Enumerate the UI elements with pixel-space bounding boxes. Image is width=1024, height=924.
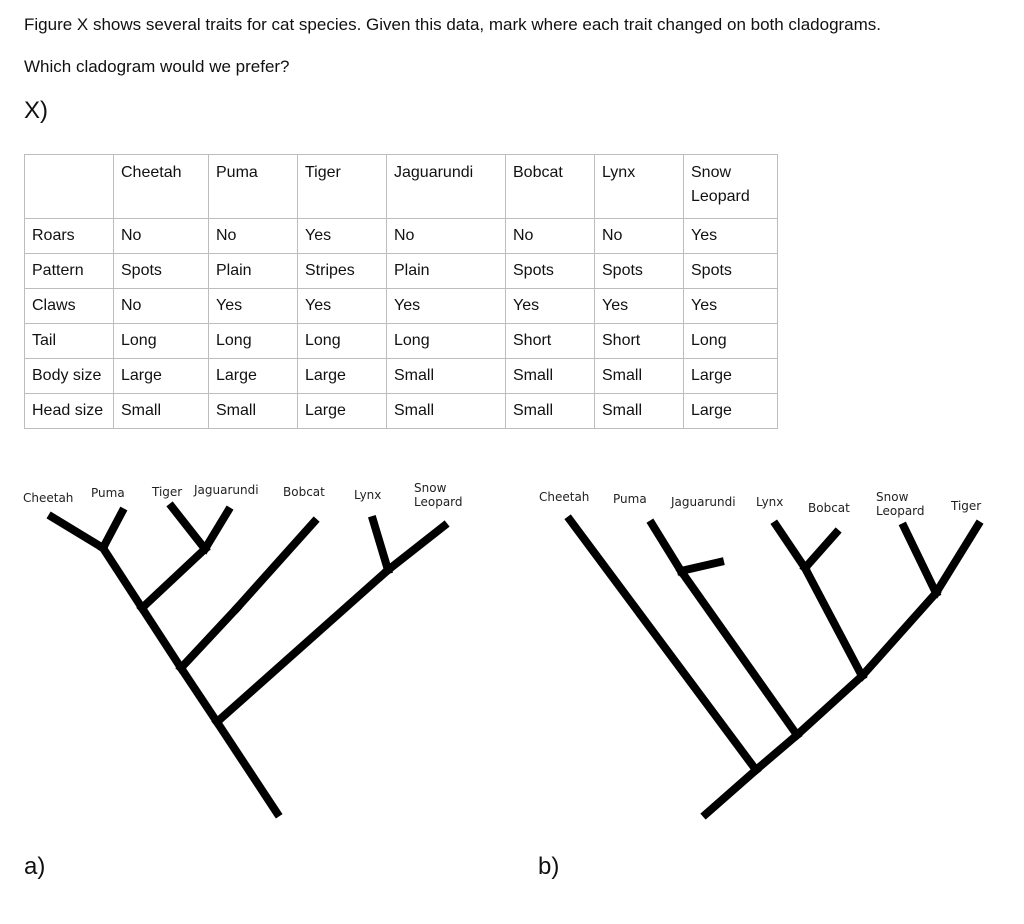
taxon-label: Leopard: [876, 504, 925, 518]
trait-value-cell: No: [114, 289, 209, 324]
branch: [862, 593, 936, 676]
branch: [756, 735, 797, 770]
taxon-label: Bobcat: [283, 485, 325, 499]
taxon-label: Tiger: [152, 485, 183, 499]
trait-value-cell: No: [595, 219, 684, 254]
trait-value-cell: Yes: [298, 289, 387, 324]
trait-value-cell: Small: [506, 359, 595, 394]
trait-value-cell: Long: [114, 324, 209, 359]
trait-value-cell: Yes: [684, 219, 778, 254]
taxon-label: Bobcat: [808, 501, 850, 515]
trait-value-cell: Small: [595, 359, 684, 394]
trait-value-cell: Long: [209, 324, 298, 359]
table-header-cell: Tiger: [298, 155, 387, 219]
table-row: [25, 324, 778, 359]
trait-value-cell: Large: [298, 394, 387, 429]
trait-value-cell: Large: [684, 394, 778, 429]
table-header-cell: Cheetah: [114, 155, 209, 219]
cladogram-b-branches: [570, 520, 978, 814]
question-line-2: Which cladogram would we prefer?: [24, 57, 290, 76]
branch-cheetah: [570, 520, 756, 770]
trait-name-cell: Head size: [25, 394, 114, 429]
trait-value-cell: Short: [506, 324, 595, 359]
taxon-label: Puma: [91, 486, 125, 500]
trait-value-cell: Yes: [387, 289, 506, 324]
trait-name-cell: Tail: [25, 324, 114, 359]
cladogram-a-label: a): [24, 853, 46, 880]
branch-puma: [652, 524, 681, 571]
trait-value-cell: No: [506, 219, 595, 254]
table-header-cell: Bobcat: [506, 155, 595, 219]
taxon-label: Snow: [876, 490, 909, 504]
root-branch: [706, 770, 756, 814]
branch-lynx: [776, 525, 805, 568]
figure-label: X): [24, 97, 48, 124]
trait-value-cell: Long: [387, 324, 506, 359]
table-row: [25, 219, 778, 254]
taxon-label: Jaguarundi: [671, 495, 736, 509]
table-header-cell: Snow Leopard: [684, 155, 778, 219]
trait-value-cell: Long: [298, 324, 387, 359]
taxon-label: Puma: [613, 492, 647, 506]
trait-value-cell: No: [209, 219, 298, 254]
trait-value-cell: Large: [114, 359, 209, 394]
table-header-cell: Lynx: [595, 155, 684, 219]
table-header-cell: Jaguarundi: [387, 155, 506, 219]
branch-jaguarundi: [681, 562, 720, 571]
branch: [797, 676, 862, 735]
trait-value-cell: Plain: [387, 254, 506, 289]
trait-value-cell: Small: [387, 394, 506, 429]
trait-value-cell: Yes: [298, 219, 387, 254]
table-row: [25, 394, 778, 429]
trait-name-cell: Roars: [25, 219, 114, 254]
trait-value-cell: Spots: [506, 254, 595, 289]
trait-value-cell: No: [114, 219, 209, 254]
taxon-label: Cheetah: [539, 490, 590, 504]
trait-value-cell: Plain: [209, 254, 298, 289]
table-header-cell: [25, 155, 114, 219]
branch: [681, 571, 797, 735]
table-row: [25, 359, 778, 394]
taxon-label: Tiger: [951, 499, 982, 513]
taxon-label: Leopard: [414, 495, 463, 509]
taxon-label: Snow: [414, 481, 447, 495]
trait-value-cell: Yes: [684, 289, 778, 324]
trait-value-cell: Spots: [114, 254, 209, 289]
branch-tiger: [936, 525, 978, 593]
table-header-cell: Puma: [209, 155, 298, 219]
trait-value-cell: Small: [387, 359, 506, 394]
branch: [805, 568, 862, 676]
trait-value-cell: Spots: [595, 254, 684, 289]
trait-value-cell: Large: [684, 359, 778, 394]
taxon-label: Lynx: [756, 495, 784, 509]
table-row: [25, 289, 778, 324]
trait-value-cell: No: [387, 219, 506, 254]
branch-bobcat: [805, 533, 836, 568]
traits-table: [24, 154, 778, 429]
taxon-label: Jaguarundi: [194, 483, 259, 497]
trait-value-cell: Small: [595, 394, 684, 429]
table-row: [25, 254, 778, 289]
trait-name-cell: Pattern: [25, 254, 114, 289]
question-line-1: Figure X shows several traits for cat species. Given this data, mark where each trait changed on both cladograms.: [24, 15, 882, 34]
trait-value-cell: Yes: [209, 289, 298, 324]
trait-value-cell: Long: [684, 324, 778, 359]
trait-value-cell: Short: [595, 324, 684, 359]
trait-name-cell: Body size: [25, 359, 114, 394]
trait-value-cell: Small: [114, 394, 209, 429]
trait-value-cell: Yes: [595, 289, 684, 324]
cladogram-b-labels: [539, 490, 981, 518]
trait-value-cell: Large: [298, 359, 387, 394]
trait-value-cell: Small: [506, 394, 595, 429]
table-header-row: [25, 155, 778, 219]
trait-value-cell: Stripes: [298, 254, 387, 289]
taxon-label: Lynx: [354, 488, 382, 502]
trait-value-cell: Spots: [684, 254, 778, 289]
branch-snow-leopard: [904, 527, 936, 593]
cladogram-b-label: b): [538, 853, 560, 880]
trait-name-cell: Claws: [25, 289, 114, 324]
taxon-label: Cheetah: [23, 491, 74, 505]
trait-value-cell: Large: [209, 359, 298, 394]
trait-value-cell: Small: [209, 394, 298, 429]
trait-value-cell: Yes: [506, 289, 595, 324]
cladogram-b: [0, 470, 1000, 830]
